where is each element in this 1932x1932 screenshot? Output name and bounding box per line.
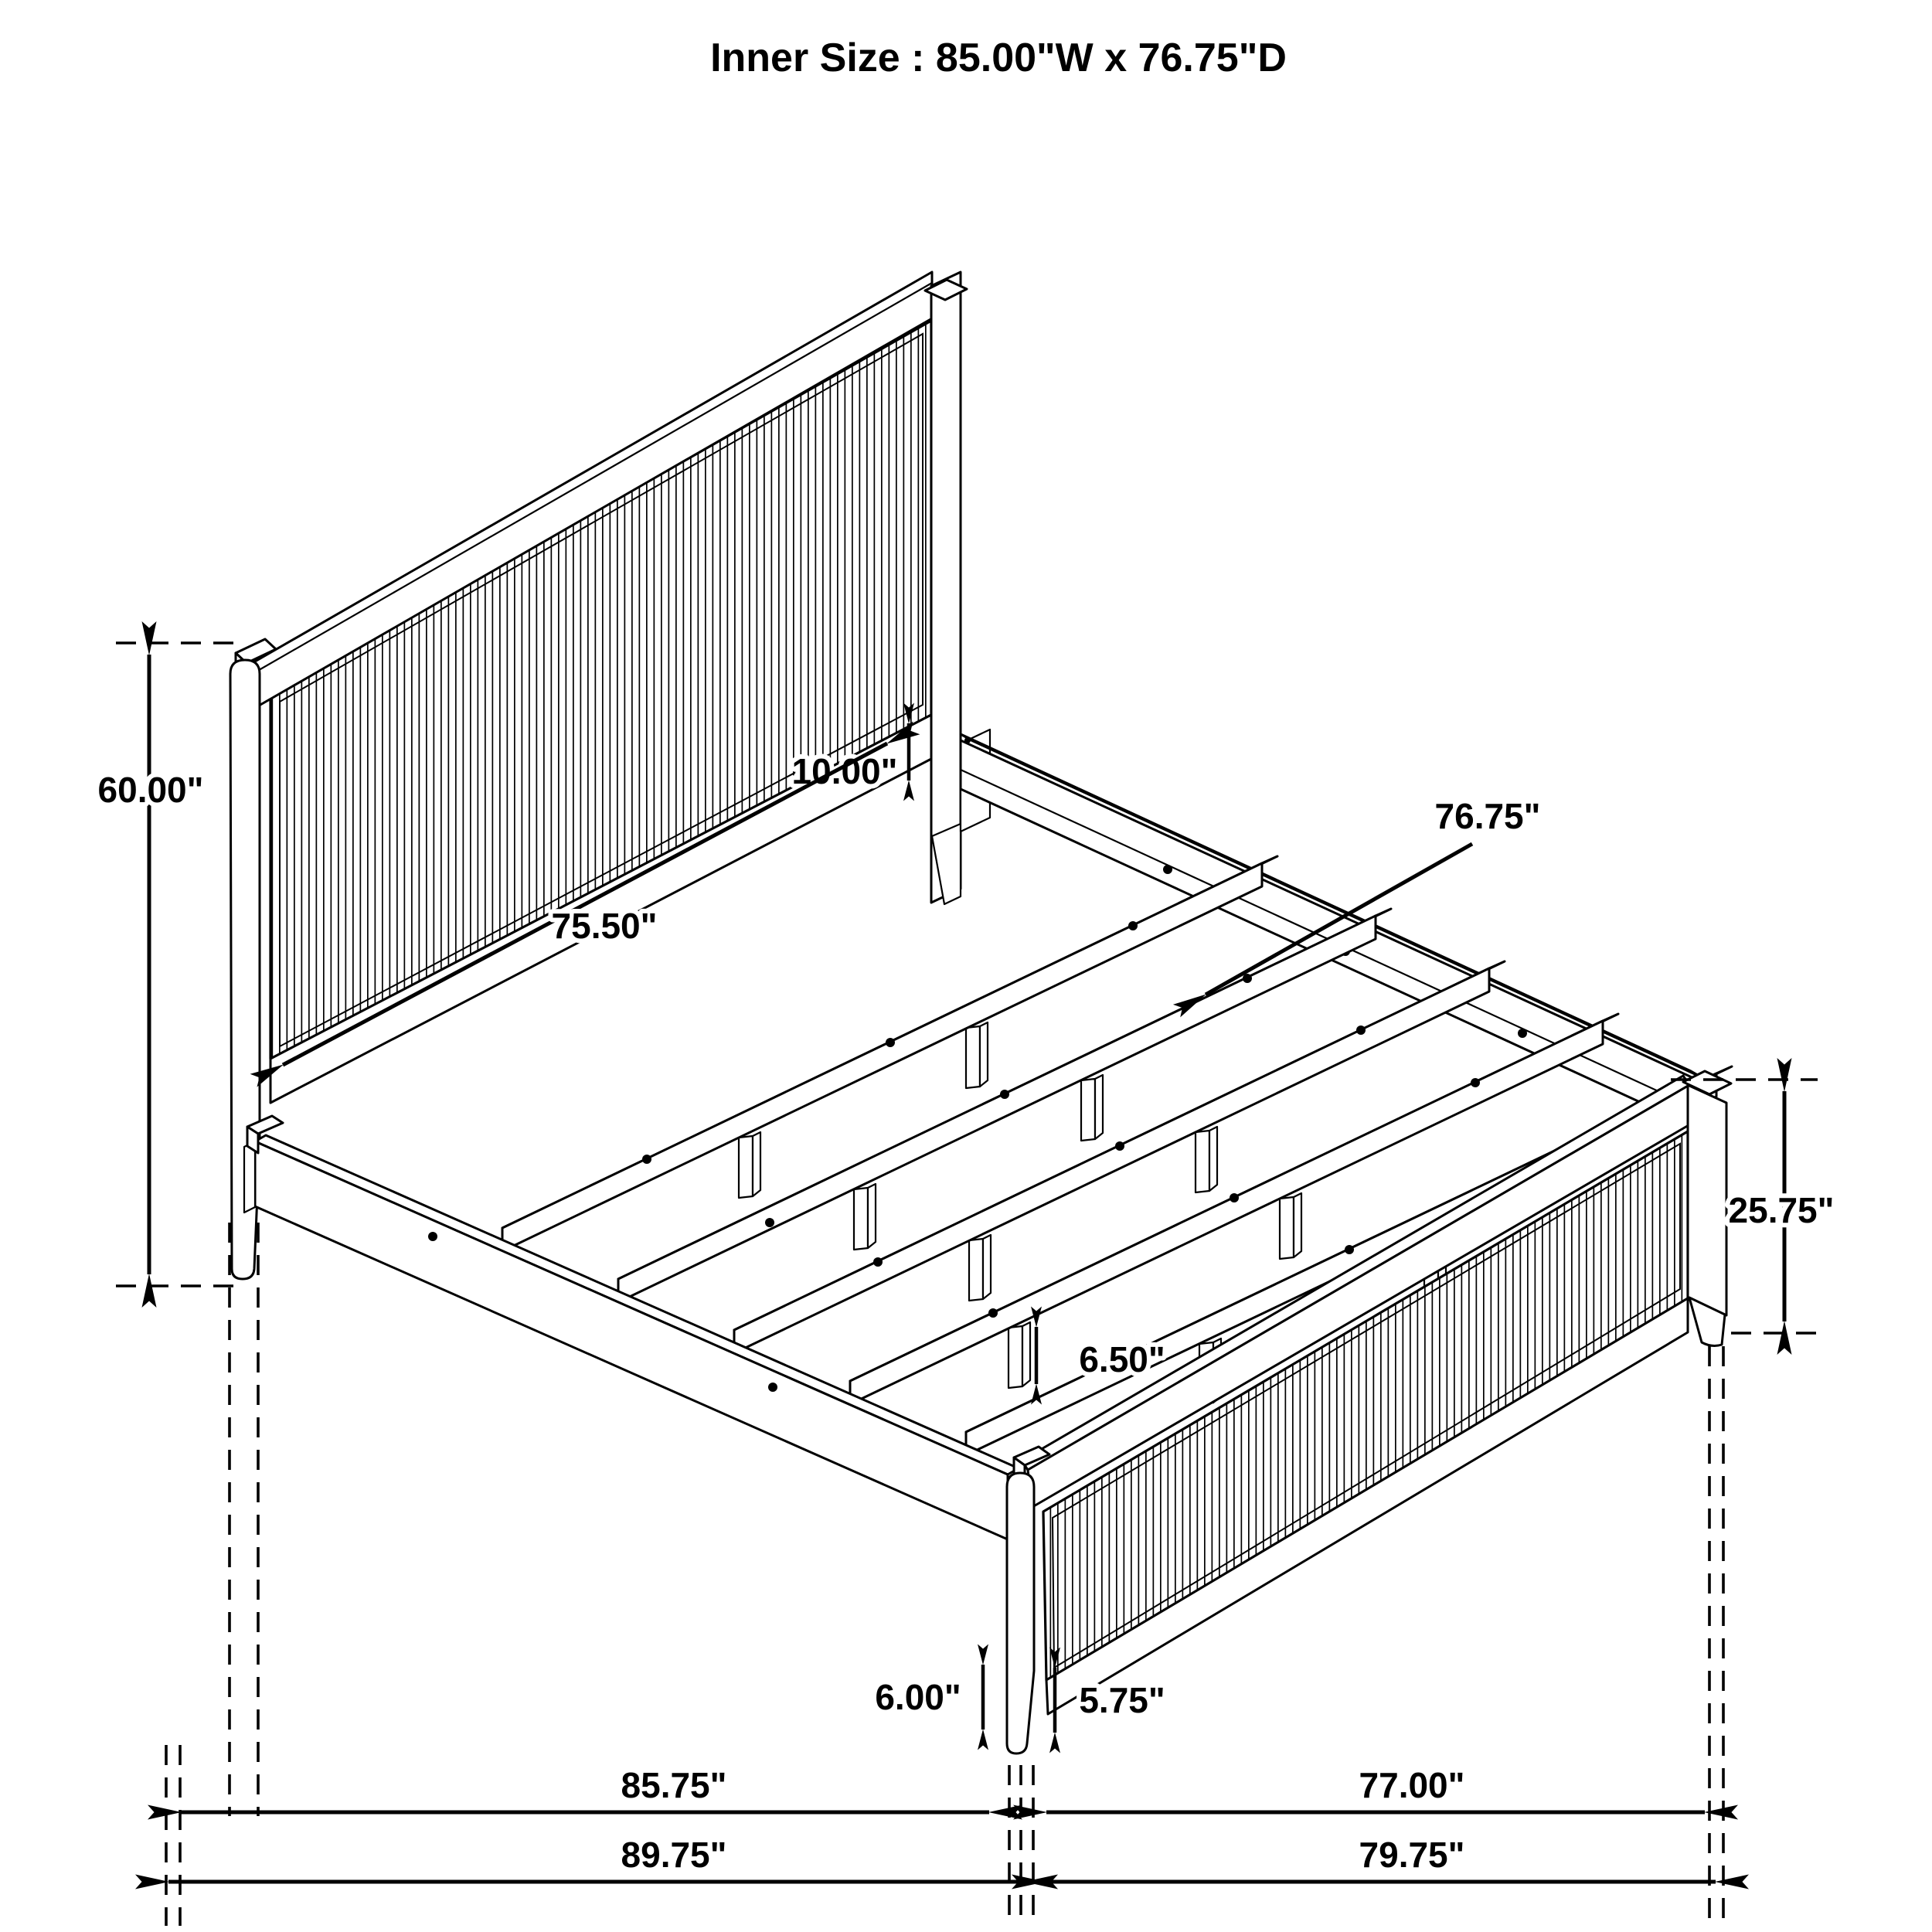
slat-leg: [854, 1188, 868, 1250]
dimension-label: 6.00": [875, 1677, 961, 1717]
footboard-right-post: [1688, 1085, 1726, 1315]
dimension-label: 77.00": [1359, 1765, 1465, 1805]
screw-dot: [1243, 974, 1252, 983]
headboard-right-post: [931, 272, 961, 903]
screw-dot: [886, 1038, 895, 1047]
diagram-title: Inner Size : 85.00"W x 76.75"D: [710, 36, 1287, 80]
slat-leg: [1196, 1131, 1209, 1192]
dimension-label: 76.75": [1434, 796, 1541, 836]
slat-leg: [1009, 1326, 1022, 1388]
screw-dot: [1163, 865, 1172, 874]
dimension-label: 6.50": [1079, 1339, 1165, 1379]
slat-leg-side: [1209, 1127, 1217, 1191]
slat-leg-side: [1294, 1193, 1301, 1257]
dimension-label: 75.50": [551, 906, 658, 946]
screw-dot: [873, 1257, 883, 1267]
screw-dot: [1518, 1029, 1527, 1038]
screw-dot: [988, 1308, 998, 1318]
dimension-label: 10.00": [791, 751, 898, 791]
screw-dot: [768, 1383, 777, 1392]
screw-dot: [642, 1155, 651, 1164]
dimension-label: 79.75": [1359, 1835, 1465, 1875]
screw-dot: [428, 1232, 437, 1241]
screw-dot: [1000, 1090, 1009, 1099]
slat-leg-side: [753, 1132, 760, 1196]
slat-leg: [1081, 1079, 1095, 1141]
screw-dot: [1230, 1193, 1239, 1202]
slat-leg: [966, 1026, 980, 1088]
slat-leg: [969, 1239, 983, 1301]
slat-leg-side: [1022, 1322, 1030, 1386]
screw-dot: [1345, 1245, 1354, 1254]
dimension-label: 60.00": [97, 770, 204, 810]
screw-dot: [1128, 921, 1138, 930]
slat-leg-side: [983, 1235, 991, 1299]
dimension-label: 85.75": [621, 1765, 727, 1805]
slat-leg-side: [868, 1184, 876, 1248]
dimension-label: 5.75": [1079, 1680, 1165, 1720]
left-rail-end-face: [244, 1141, 255, 1213]
footboard-left-post: [1007, 1473, 1034, 1753]
slat-leg-side: [980, 1022, 988, 1087]
screw-dot: [765, 1218, 774, 1227]
screw-dot: [1356, 1026, 1366, 1035]
slat-leg: [1280, 1197, 1294, 1259]
dimension-label: 89.75": [621, 1835, 727, 1875]
screw-dot: [1115, 1141, 1124, 1151]
dimension-label: 25.75": [1728, 1190, 1835, 1230]
slat-leg: [739, 1136, 753, 1198]
slat-leg-side: [1095, 1075, 1103, 1139]
screw-dot: [1471, 1078, 1480, 1087]
